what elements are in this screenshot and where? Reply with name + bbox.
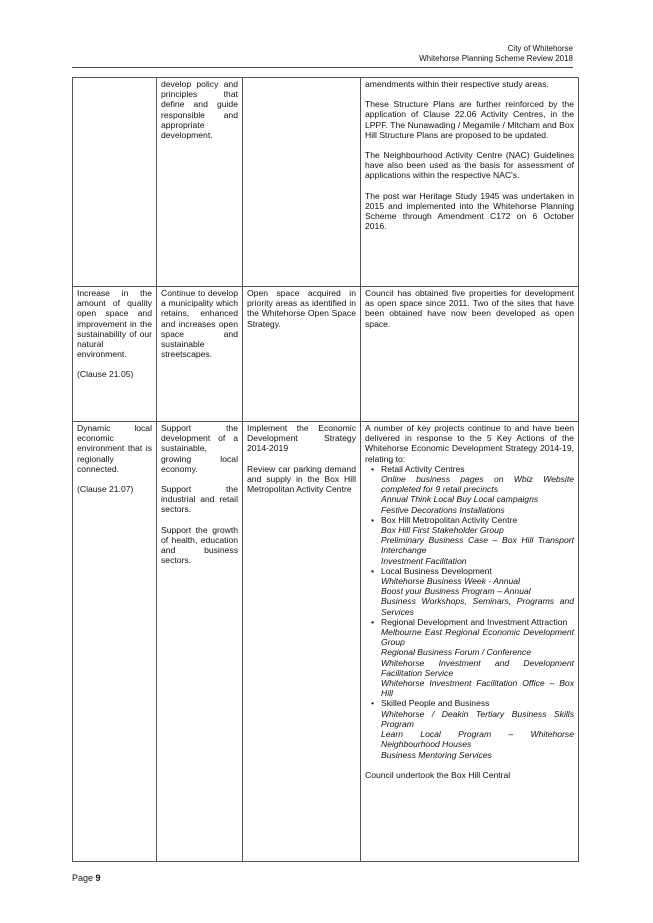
sub-item: Whitehorse Investment and Development Facilitation Service xyxy=(381,657,574,678)
list-item: • Box Hill Metropolitan Activity Centre xyxy=(365,515,574,525)
sub-item: Festive Decorations Installations xyxy=(381,504,505,515)
sub-item: Whitehorse Investment Facilitation Office – Box Hill xyxy=(381,678,574,699)
cell-objective xyxy=(73,422,157,862)
list-item: • Regional Development and Investment Attraction xyxy=(365,617,574,627)
table-row xyxy=(73,78,579,287)
sub-item: Boost your Business Program – Annual xyxy=(381,586,531,597)
list-item: • Retail Activity Centres xyxy=(365,464,574,474)
sub-item: Learn Local Program – Whitehorse Neighbourhood Houses xyxy=(381,729,574,750)
comment-intro: A number of key projects continue to and have been delivered in response to the 5 Key Actions of the Whitehorse Economic Development Strategy 2014-19, relating to: xyxy=(365,423,574,464)
sub-item: Box Hill First Stakeholder Group xyxy=(381,525,504,536)
cell-strategy xyxy=(157,78,243,287)
cell-objective xyxy=(73,287,157,422)
sub-item: Melbourne East Regional Economic Development Group xyxy=(381,627,574,648)
comment-paragraph: The post war Heritage Study 1945 was undertaken in 2015 and implemented into the Whitehorse Planning Scheme through Amendment C172 on 6 October 2016. xyxy=(365,190,574,232)
sub-item: Business Workshops, Seminars, Programs and Services xyxy=(381,596,574,617)
review-table xyxy=(72,77,579,862)
strategy-text: develop policy and principles that define and guide responsible and appropriate development. xyxy=(161,79,238,141)
cell-action xyxy=(243,78,361,287)
action-text: Review car parking demand and supply in the Box Hill Metropolitan Activity Centre xyxy=(247,463,356,495)
list-item: • Skilled People and Business xyxy=(365,698,574,708)
cell-comment xyxy=(361,78,579,287)
strategy-text: Support the industrial and retail sectors. xyxy=(161,484,238,515)
sub-item: Preliminary Business Case – Box Hill Transport Interchange xyxy=(381,535,574,556)
table-row xyxy=(73,422,579,862)
sub-item: Whitehorse Business Week - Annual xyxy=(381,576,520,587)
table-row xyxy=(73,287,579,422)
page-header xyxy=(419,44,573,64)
sub-item: Business Mentoring Services xyxy=(381,749,492,760)
objective-text: Increase in the amount of quality open space and improvement in the sustainability of our natural environment. xyxy=(77,288,152,360)
objective-text: Dynamic local economic environment that is regionally connected. xyxy=(77,423,152,474)
sub-item: Online business pages on Wbiz Website completed for 9 retail precincts xyxy=(381,474,574,495)
cell-action xyxy=(243,287,361,422)
clause-ref: (Clause 21.07) xyxy=(77,484,134,495)
cell-strategy xyxy=(157,422,243,862)
sub-item: Annual Think Local Buy Local campaigns xyxy=(381,494,539,505)
sub-item: Regional Business Forum / Conference xyxy=(381,647,531,658)
cell-comment xyxy=(361,287,579,422)
clause-ref: (Clause 21.05) xyxy=(77,369,134,380)
cell-objective xyxy=(73,78,157,287)
key-actions-list xyxy=(365,464,574,760)
cell-action xyxy=(243,422,361,862)
cell-strategy xyxy=(157,287,243,422)
page-footer xyxy=(72,873,101,883)
spacer xyxy=(365,760,574,770)
comment-outro: Council undertook the Box Hill Central xyxy=(365,769,511,780)
page-label: Page xyxy=(72,873,94,883)
strategy-text: Support the development of a sustainable, growing local economy. xyxy=(161,423,238,474)
strategy-text: Support the growth of health, education and business sectors. xyxy=(161,524,238,566)
cell-comment xyxy=(361,422,579,862)
comment-text: Council has obtained five properties for development as open space since 2011. Two of the sites that have been obtained have now been developed as open space. xyxy=(365,288,574,329)
comment-paragraph: amendments within their respective study areas. xyxy=(365,79,549,89)
action-text: Implement the Economic Development Strategy 2014-2019 xyxy=(247,423,356,454)
header-doc-title: Whitehorse Planning Scheme Review 2018 xyxy=(419,54,573,63)
action-text: Open space acquired in priority areas as identified in the Whitehorse Open Space Strategy. xyxy=(247,288,356,329)
strategy-text: Continue to develop a municipality which retains, enhanced and increases open space and sustainable streetscapes. xyxy=(161,288,238,360)
page-number: 9 xyxy=(95,873,101,883)
comment-paragraph: These Structure Plans are further reinforced by the application of Clause 22.06 Activity Centres, in the LPPF. The Nunawading / Megamile / Mitcham and Box Hill Structure Plans are proposed to be updated. xyxy=(365,99,574,140)
list-item: • Local Business Development xyxy=(365,566,574,576)
header-rule xyxy=(72,67,573,68)
comment-paragraph: The Neighbourhood Activity Centre (NAC) Guidelines have also been used as the basis for assessment of applications within the respective NAC's. xyxy=(365,150,574,181)
sub-item: Investment Facilitation xyxy=(381,555,467,566)
sub-item: Whitehorse / Deakin Tertiary Business Skills Program xyxy=(381,708,574,729)
header-org: City of Whitehorse xyxy=(507,44,573,53)
